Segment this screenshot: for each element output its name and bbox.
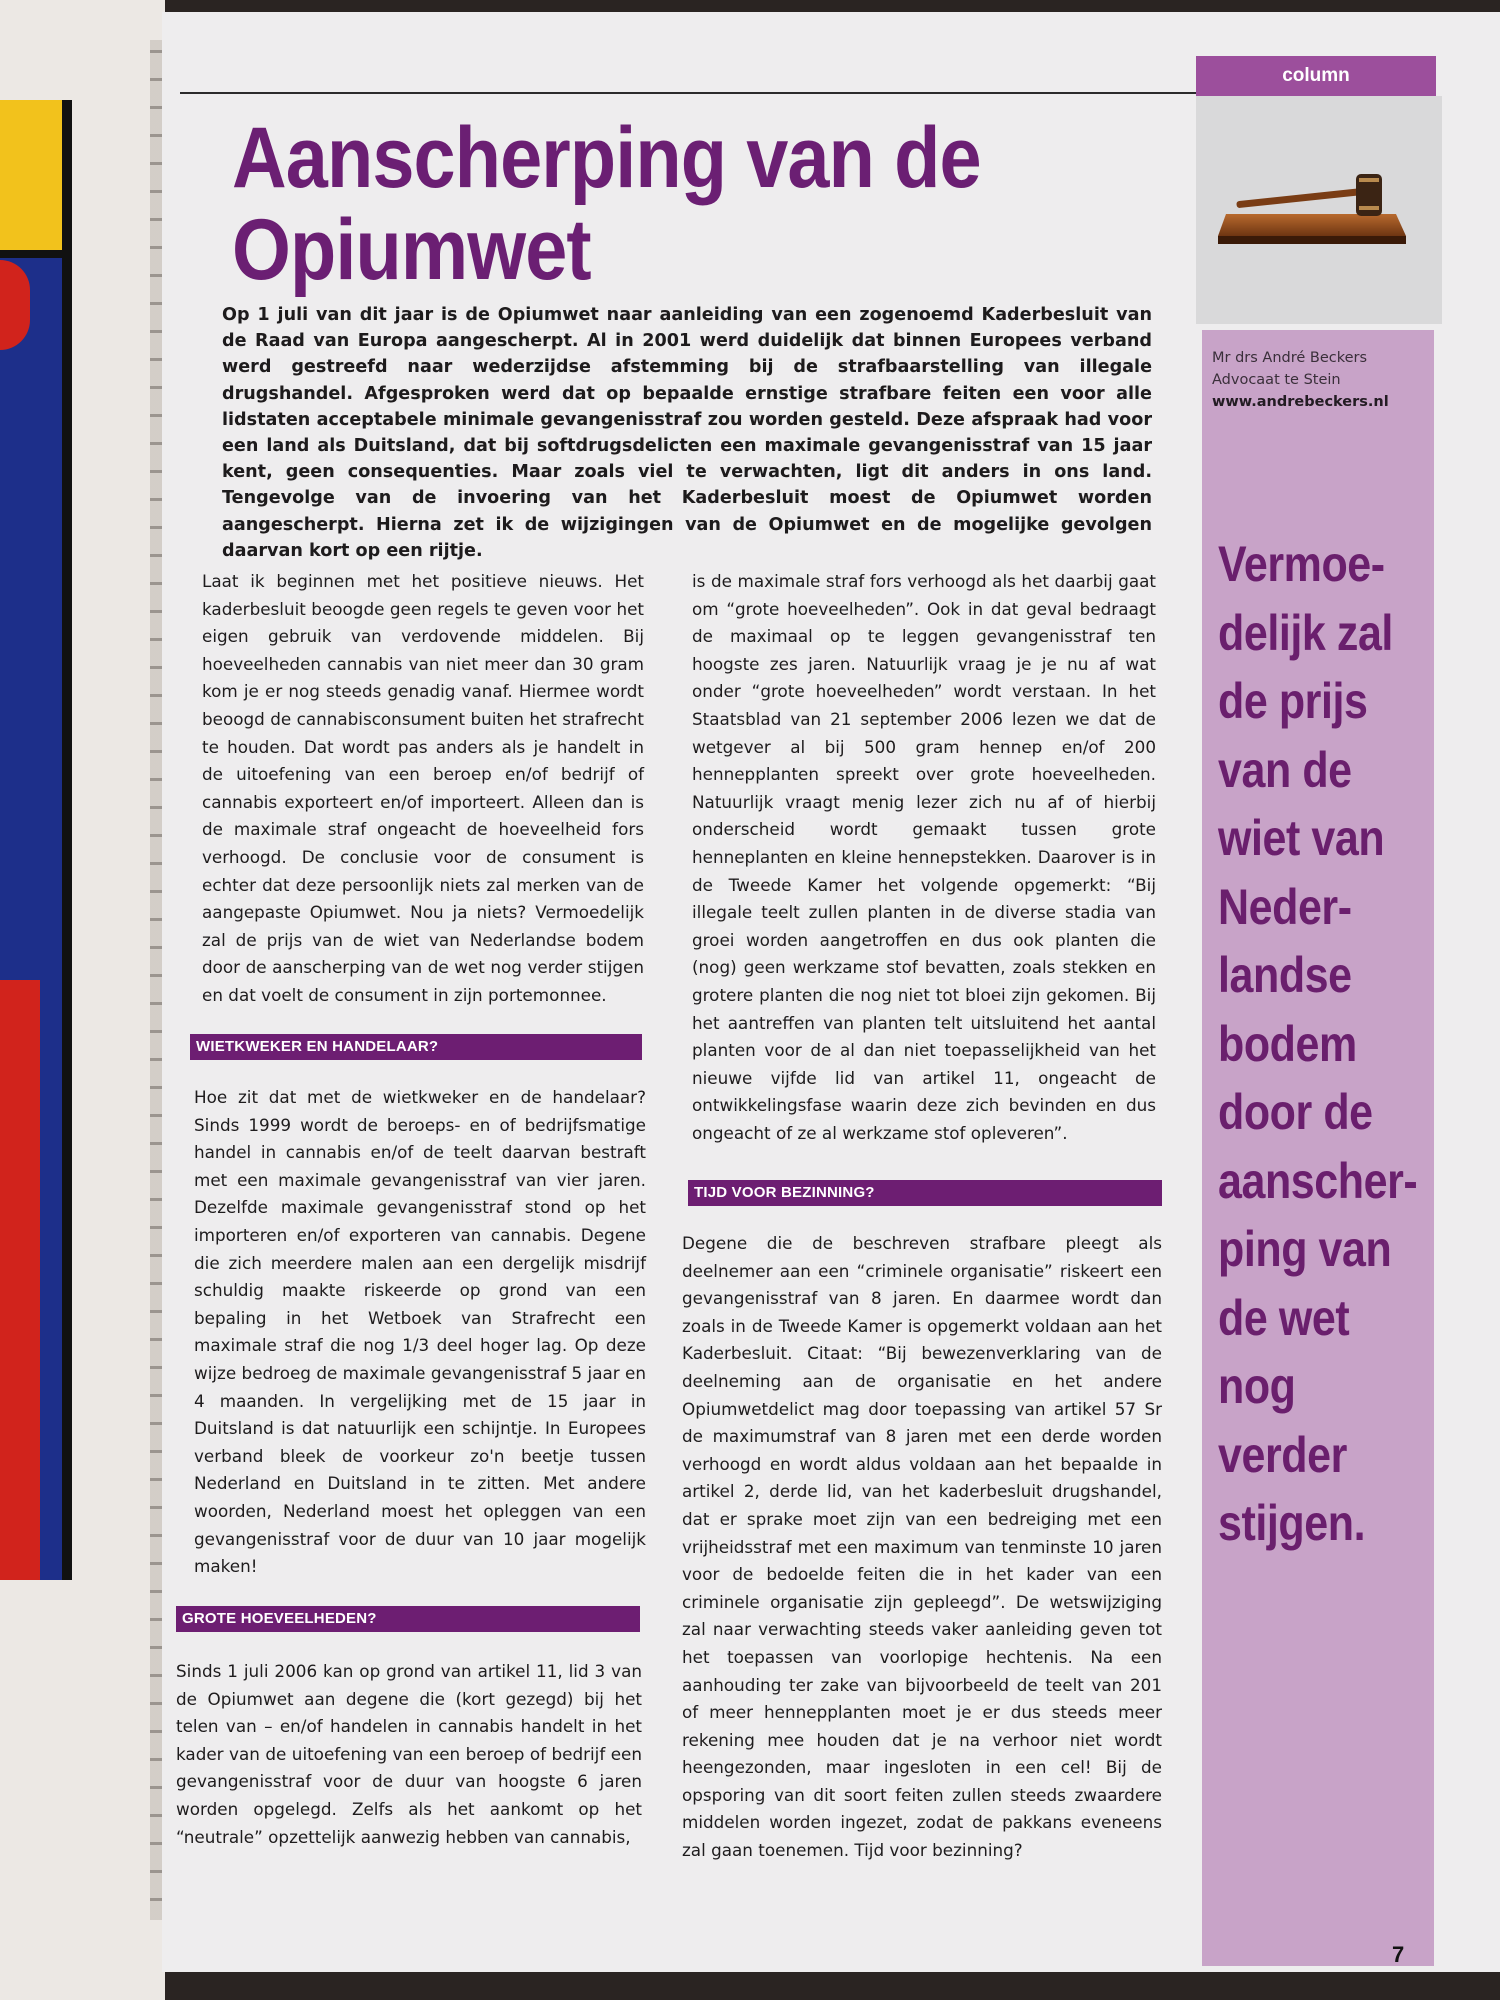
artwork-yellow-shape <box>0 100 62 258</box>
artwork-red-shape-top <box>0 260 30 350</box>
author-role: Advocaat te Stein <box>1212 372 1341 388</box>
article-title: Aanscherping van de Opiumwet <box>232 110 981 298</box>
paragraph-4: is de maximale straf fors verhoogd als het daarbij gaat om “grote hoeveelheden”. Ook in dat geval bedraagt de maximaal op te leggen gevangenisstraf ten hoogste zes jaren. Natuurlijk vraag je je nu af wat onder “grote hoeveelheden” wordt verstaan. In het Staatsblad van 21 september 2006 lezen we dat de wetgever al bij 500 gram hennep en/of 200 hennepplanten spreekt over grote hoeveelheden. Natuurlijk vraagt menig lezer zich nu af of hierbij onderscheid wordt gemaakt tussen grote henneplanten en kleine hennepstekken. Daarover is in de Tweede Kamer het volgende opgemerkt: “Bij illegale teelt zullen planten in de diverse stadia van groei worden aangetroffen en dus ook planten die (nog) geen werkzame stof bevatten, zoals stekken en grotere planten die nog niet tot bloei zijn gekomen. Bij het aantreffen van planten telt uitsluitend het aantal planten voor de al dan niet toepasselijkheid van het nieuwe vijfde lid van artikel 11, ongeacht de ontwikkelingsfase waarin deze zich bevinden en dus ongeacht of ze al werkzame stof opleveren”. <box>692 571 1156 1143</box>
paragraph-3: Sinds 1 juli 2006 kan op grond van artikel 11, lid 3 van de Opiumwet aan degene die (kort gezegd) bij het telen van – en/of handelen in cannabis handelt in het kader van de uitoefening van een beroep of bedrijf een gevangenisstraf voor de duur van hoogste 6 jaren worden opgelegd. Zelfs als het aankomt op het “neutrale” opzettelijk aanwezig hebben van cannabis, <box>176 1661 642 1847</box>
gavel-icon <box>1196 96 1442 324</box>
binding-spine <box>150 40 162 1920</box>
paragraph-5: Degene die de beschreven strafbare pleegt als deelnemer aan een “criminele organisatie” riskeert een gevangenisstraf van 8 jaren. En daarmee wordt dan zoals in de Tweede Kamer is opgemerkt voldaan aan het Kaderbesluit. Citaat: “Bij bewezenverklaring van de deelneming aan de organisatie en het andere Opiumwetdelict mag door toepassing van artikel 57 Sr de maximumstraf van 8 jaren met een derde worden verhoogd en wordt aldus voldaan aan het bepaalde in artikel 2, derde lid, van het kaderbesluit drugshandel, dat er sprake moet zijn van een bedreiging met een vrijheidsstraf met een maximum van tenminste 10 jaren voor de bedoelde feiten die in het kader van een criminele organisatie zijn gepleegd”. De wetswijziging zal naar verwachting steeds vaker aanleiding geven tot het toepassen van voorlopige hechtenis. Na een aanhouding ter zake van bijvoorbeeld de teelt van 201 of meer hennepplanten moet je er dus steeds meer rekening mee houden dat je na verhoor niet wordt heengezonden, maar ingesloten in een cel! Bij de opsporing van dit soort feiten zullen steeds zwaardere middelen worden ingezet, zodat de pakkans eveneens zal gaan toenemen. Tijd voor bezinning? <box>682 1233 1162 1861</box>
magazine-page <box>162 12 1500 1972</box>
pull-quote: Vermoe-delijk zal de prijs van de wiet van Neder-landse bodem door de aanscher-ping van de wet nog verder stijgen. <box>1218 536 1418 1551</box>
artwork-red-shape <box>0 980 40 1580</box>
subheading-wietkweker: WIETKWEKER EN HANDELAAR? <box>190 1034 642 1060</box>
gavel-image <box>1196 96 1442 324</box>
subheading-grote-hoeveelheden: GROTE HOEVEELHEDEN? <box>176 1606 640 1632</box>
column-tab: column <box>1196 56 1436 96</box>
top-rule <box>180 92 1200 94</box>
subheading-tijd-voor-bezinning: TIJD VOOR BEZINNING? <box>688 1180 1162 1206</box>
facing-page-artwork <box>0 100 72 1580</box>
article-intro: Op 1 juli van dit jaar is de Opiumwet naar aanleiding van een zogenoemd Kaderbesluit van de Raad van Europa aangescherpt. Al in 2001 werd duidelijk dat binnen Europees verband werd gestreefd naar wederzijdse afstemming bij de strafbaarstelling van illegale drugshandel. Afgesproken werd dat op bepaalde ernstige strafbare feiten een voor alle lidstaten acceptabele minimale gevangenisstraf zou worden gesteld. Deze afspraak had voor een land als Duitsland, dat bij softdrugsdelicten een maximale gevangenisstraf van 15 jaar kent, geen consequenties. Maar zoals viel te verwachten, ligt dit anders in ons land. Tengevolge van de invoering van het Kaderbesluit moest de Opiumwet worden aangescherpt. Hierna zet ik de wijzigingen van de Opiumwet en de mogelijke gevolgen daarvan kort op een rijtje. <box>222 305 1152 561</box>
paragraph-1: Laat ik beginnen met het positieve nieuws. Het kaderbesluit beoogde geen regels te geven voor het eigen gebruik van verdovende middelen. Bij hoeveelheden cannabis van niet meer dan 30 gram kom je er nog steeds genadig vanaf. Hiermee wordt beoogd de cannabisconsument buiten het strafrecht te houden. Dat wordt pas anders als je handelt in de uitoefening van een beroep en/of bedrijf of cannabis exporteert en/of importeert. Alleen dan is de maximale straf ongeacht de hoeveelheid fors verhoogd. De conclusie voor de consument is echter dat deze persoonlijk niets zal merken van de aangepaste Opiumwet. Nou ja niets? Vermoedelijk zal de prijs van de wiet van Nederlandse bodem door de aanscherping van de wet nog verder stijgen en dat voelt de consument in zijn portemonnee. <box>202 571 644 1005</box>
paragraph-2: Hoe zit dat met de wietkweker en de handelaar? Sinds 1999 wordt de beroeps- en of bedrijfsmatige handel in cannabis en/of de teelt daarvan bestraft met een maximale gevangenisstraf van vier jaren. Dezelfde maximale gevangenisstraf stond op het importeren en/of exporteren van cannabis. Degene die zich meerdere malen aan een dergelijk misdrijf schuldig maakte riskeerde op grond van een bepaling in het Wetboek van Strafrecht een maximale straf die nog 1/3 deel hoger lag. Op deze wijze bedroeg de maximale gevangenisstraf 5 jaar en 4 maanden. In vergelijking met de 15 jaar in Duitsland is dat natuurlijk een schijntje. In Europees verband bleek de voorkeur zo'n beetje tussen Nederland en Duitsland in te zitten. Met andere woorden, Nederland moest het opleggen van een gevangenisstraf voor de duur van 10 jaar mogelijk maken! <box>194 1087 646 1577</box>
author-name: Mr drs André Beckers <box>1212 350 1368 366</box>
page-number: 7 <box>1392 1942 1405 1967</box>
facing-page <box>0 0 165 2000</box>
author-website: www.andrebeckers.nl <box>1212 394 1389 410</box>
